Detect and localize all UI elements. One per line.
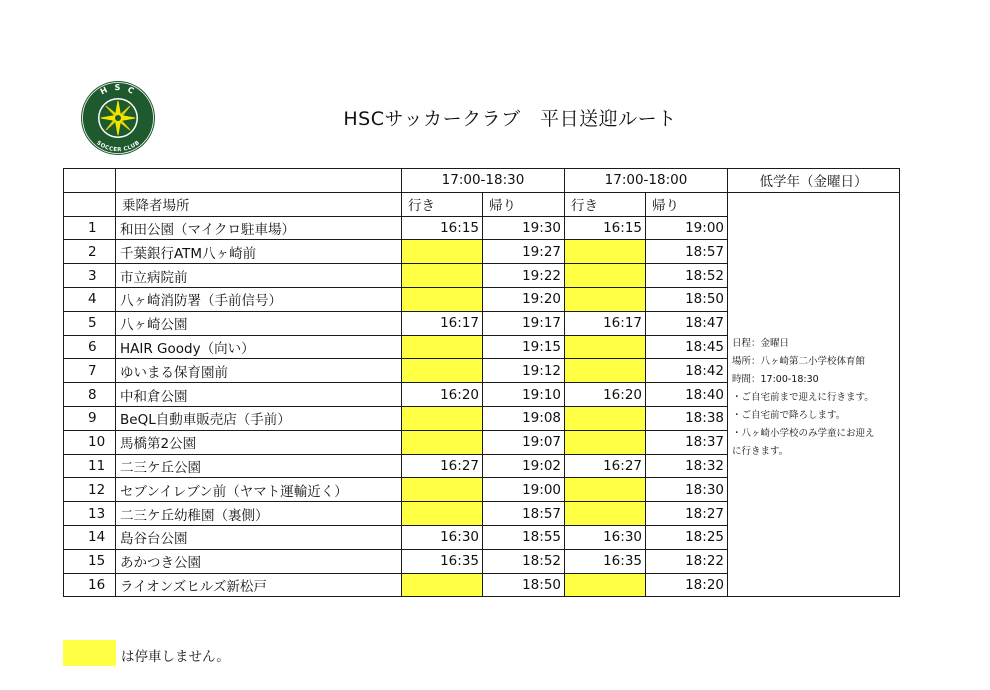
range-a-header: 17:00-18:30 <box>402 169 565 193</box>
return-time-b: 18:47 <box>646 311 728 335</box>
note-line: に行きます。 <box>732 445 789 457</box>
go-time-b <box>565 335 646 359</box>
go-time-a <box>402 573 483 597</box>
stop-number: 14 <box>64 525 116 549</box>
club-logo <box>80 80 156 156</box>
stop-number: 4 <box>64 287 116 311</box>
return-time-a: 18:55 <box>483 525 565 549</box>
return-time-b: 18:52 <box>646 264 728 288</box>
return-time-a: 18:57 <box>483 502 565 526</box>
go-time-a <box>402 430 483 454</box>
return-time-b: 18:45 <box>646 335 728 359</box>
stop-number: 6 <box>64 335 116 359</box>
go-time-b <box>565 359 646 383</box>
lower-grade-notes <box>728 192 900 597</box>
go-time-b <box>565 478 646 502</box>
stop-number: 13 <box>64 502 116 526</box>
return-time-b: 18:30 <box>646 478 728 502</box>
go-time-a <box>402 359 483 383</box>
return-a-header: 帰り <box>483 192 565 216</box>
stop-place: 和田公園（マイクロ駐車場） <box>116 216 402 240</box>
go-time-a: 16:15 <box>402 216 483 240</box>
place-column-header: 乗降者場所 <box>116 192 402 216</box>
go-time-b <box>565 287 646 311</box>
go-time-b: 16:15 <box>565 216 646 240</box>
go-time-b: 16:27 <box>565 454 646 478</box>
stop-place: あかつき公園 <box>116 549 402 573</box>
go-time-a <box>402 502 483 526</box>
stop-number: 3 <box>64 264 116 288</box>
go-time-b: 16:17 <box>565 311 646 335</box>
stop-place: 八ヶ崎消防署（手前信号） <box>116 287 402 311</box>
note-line: ・八ヶ崎小学校のみ学童にお迎え <box>732 427 875 439</box>
note-line: ・ご自宅前まで迎えに行きます。 <box>732 391 874 403</box>
stop-place: ライオンズヒルズ新松戸 <box>116 573 402 597</box>
route-table <box>63 168 900 597</box>
return-time-b: 18:42 <box>646 359 728 383</box>
return-time-a: 19:17 <box>483 311 565 335</box>
stop-number: 8 <box>64 383 116 407</box>
header-row-time-ranges <box>64 169 900 193</box>
go-time-a <box>402 264 483 288</box>
header-row-columns <box>64 192 900 216</box>
go-b-header: 行き <box>565 192 646 216</box>
return-time-a: 19:07 <box>483 430 565 454</box>
go-time-b <box>565 502 646 526</box>
stop-number: 7 <box>64 359 116 383</box>
stop-number: 16 <box>64 573 116 597</box>
return-time-b: 18:37 <box>646 430 728 454</box>
go-time-a <box>402 406 483 430</box>
go-time-a <box>402 478 483 502</box>
go-time-b <box>565 240 646 264</box>
stop-place: 千葉銀行ATM八ヶ崎前 <box>116 240 402 264</box>
stop-number: 10 <box>64 430 116 454</box>
range-b-header: 17:00-18:00 <box>565 169 728 193</box>
return-time-a: 19:22 <box>483 264 565 288</box>
go-time-a: 16:35 <box>402 549 483 573</box>
return-time-a: 19:02 <box>483 454 565 478</box>
stop-number: 11 <box>64 454 116 478</box>
go-time-b <box>565 264 646 288</box>
return-time-b: 18:50 <box>646 287 728 311</box>
go-time-a: 16:27 <box>402 454 483 478</box>
return-time-b: 18:57 <box>646 240 728 264</box>
stop-place: 中和倉公園 <box>116 383 402 407</box>
stop-number: 1 <box>64 216 116 240</box>
return-time-a: 19:08 <box>483 406 565 430</box>
stop-place: 八ヶ崎公園 <box>116 311 402 335</box>
stop-place: 市立病院前 <box>116 264 402 288</box>
logo-top-text: H S C <box>98 82 138 97</box>
stop-place: セブンイレブン前（ヤマト運輸近く） <box>116 478 402 502</box>
stop-number: 9 <box>64 406 116 430</box>
return-time-a: 19:00 <box>483 478 565 502</box>
go-time-a: 16:30 <box>402 525 483 549</box>
return-time-b: 19:00 <box>646 216 728 240</box>
go-time-a <box>402 240 483 264</box>
go-time-b: 16:30 <box>565 525 646 549</box>
note-line: 場所：八ヶ崎第二小学校体育館 <box>732 355 866 367</box>
return-time-a: 19:10 <box>483 383 565 407</box>
stop-number: 12 <box>64 478 116 502</box>
legend-text: は停車しません。 <box>121 649 230 665</box>
return-time-b: 18:25 <box>646 525 728 549</box>
note-line: 時間：17:00-18:30 <box>732 373 819 385</box>
go-time-b <box>565 430 646 454</box>
note-line: ・ご自宅前で降ろします。 <box>732 409 846 421</box>
return-time-a: 19:27 <box>483 240 565 264</box>
stop-number: 5 <box>64 311 116 335</box>
logo-bottom-text: SOCCER CLUB <box>95 140 141 154</box>
stop-number: 15 <box>64 549 116 573</box>
stop-place: 島谷台公園 <box>116 525 402 549</box>
legend-swatch <box>63 640 116 666</box>
stop-place: HAIR Goody（向い） <box>116 335 402 359</box>
go-time-b: 16:35 <box>565 549 646 573</box>
go-time-a <box>402 335 483 359</box>
return-time-b: 18:27 <box>646 502 728 526</box>
stop-place: ゆいまる保育園前 <box>116 359 402 383</box>
page-title: HSCサッカークラブ 平日送迎ルート <box>343 108 677 130</box>
go-time-a: 16:20 <box>402 383 483 407</box>
return-time-b: 18:32 <box>646 454 728 478</box>
return-time-b: 18:22 <box>646 549 728 573</box>
return-time-b: 18:40 <box>646 383 728 407</box>
return-time-a: 18:50 <box>483 573 565 597</box>
go-time-a <box>402 287 483 311</box>
return-time-a: 18:52 <box>483 549 565 573</box>
go-time-b <box>565 573 646 597</box>
return-time-b: 18:38 <box>646 406 728 430</box>
stop-place: 二三ケ丘公園 <box>116 454 402 478</box>
return-time-a: 19:15 <box>483 335 565 359</box>
stop-place: 二三ケ丘幼稚園（裏側） <box>116 502 402 526</box>
go-time-a: 16:17 <box>402 311 483 335</box>
return-time-a: 19:12 <box>483 359 565 383</box>
lower-grade-header: 低学年（金曜日） <box>728 169 900 193</box>
return-time-a: 19:20 <box>483 287 565 311</box>
return-time-a: 19:30 <box>483 216 565 240</box>
stop-number: 2 <box>64 240 116 264</box>
return-time-b: 18:20 <box>646 573 728 597</box>
note-line: 日程：金曜日 <box>732 337 790 349</box>
return-b-header: 帰り <box>646 192 728 216</box>
go-time-b <box>565 406 646 430</box>
go-a-header: 行き <box>402 192 483 216</box>
stop-place: BeQL自動車販売店（手前） <box>116 406 402 430</box>
go-time-b: 16:20 <box>565 383 646 407</box>
stop-place: 馬橋第2公園 <box>116 430 402 454</box>
